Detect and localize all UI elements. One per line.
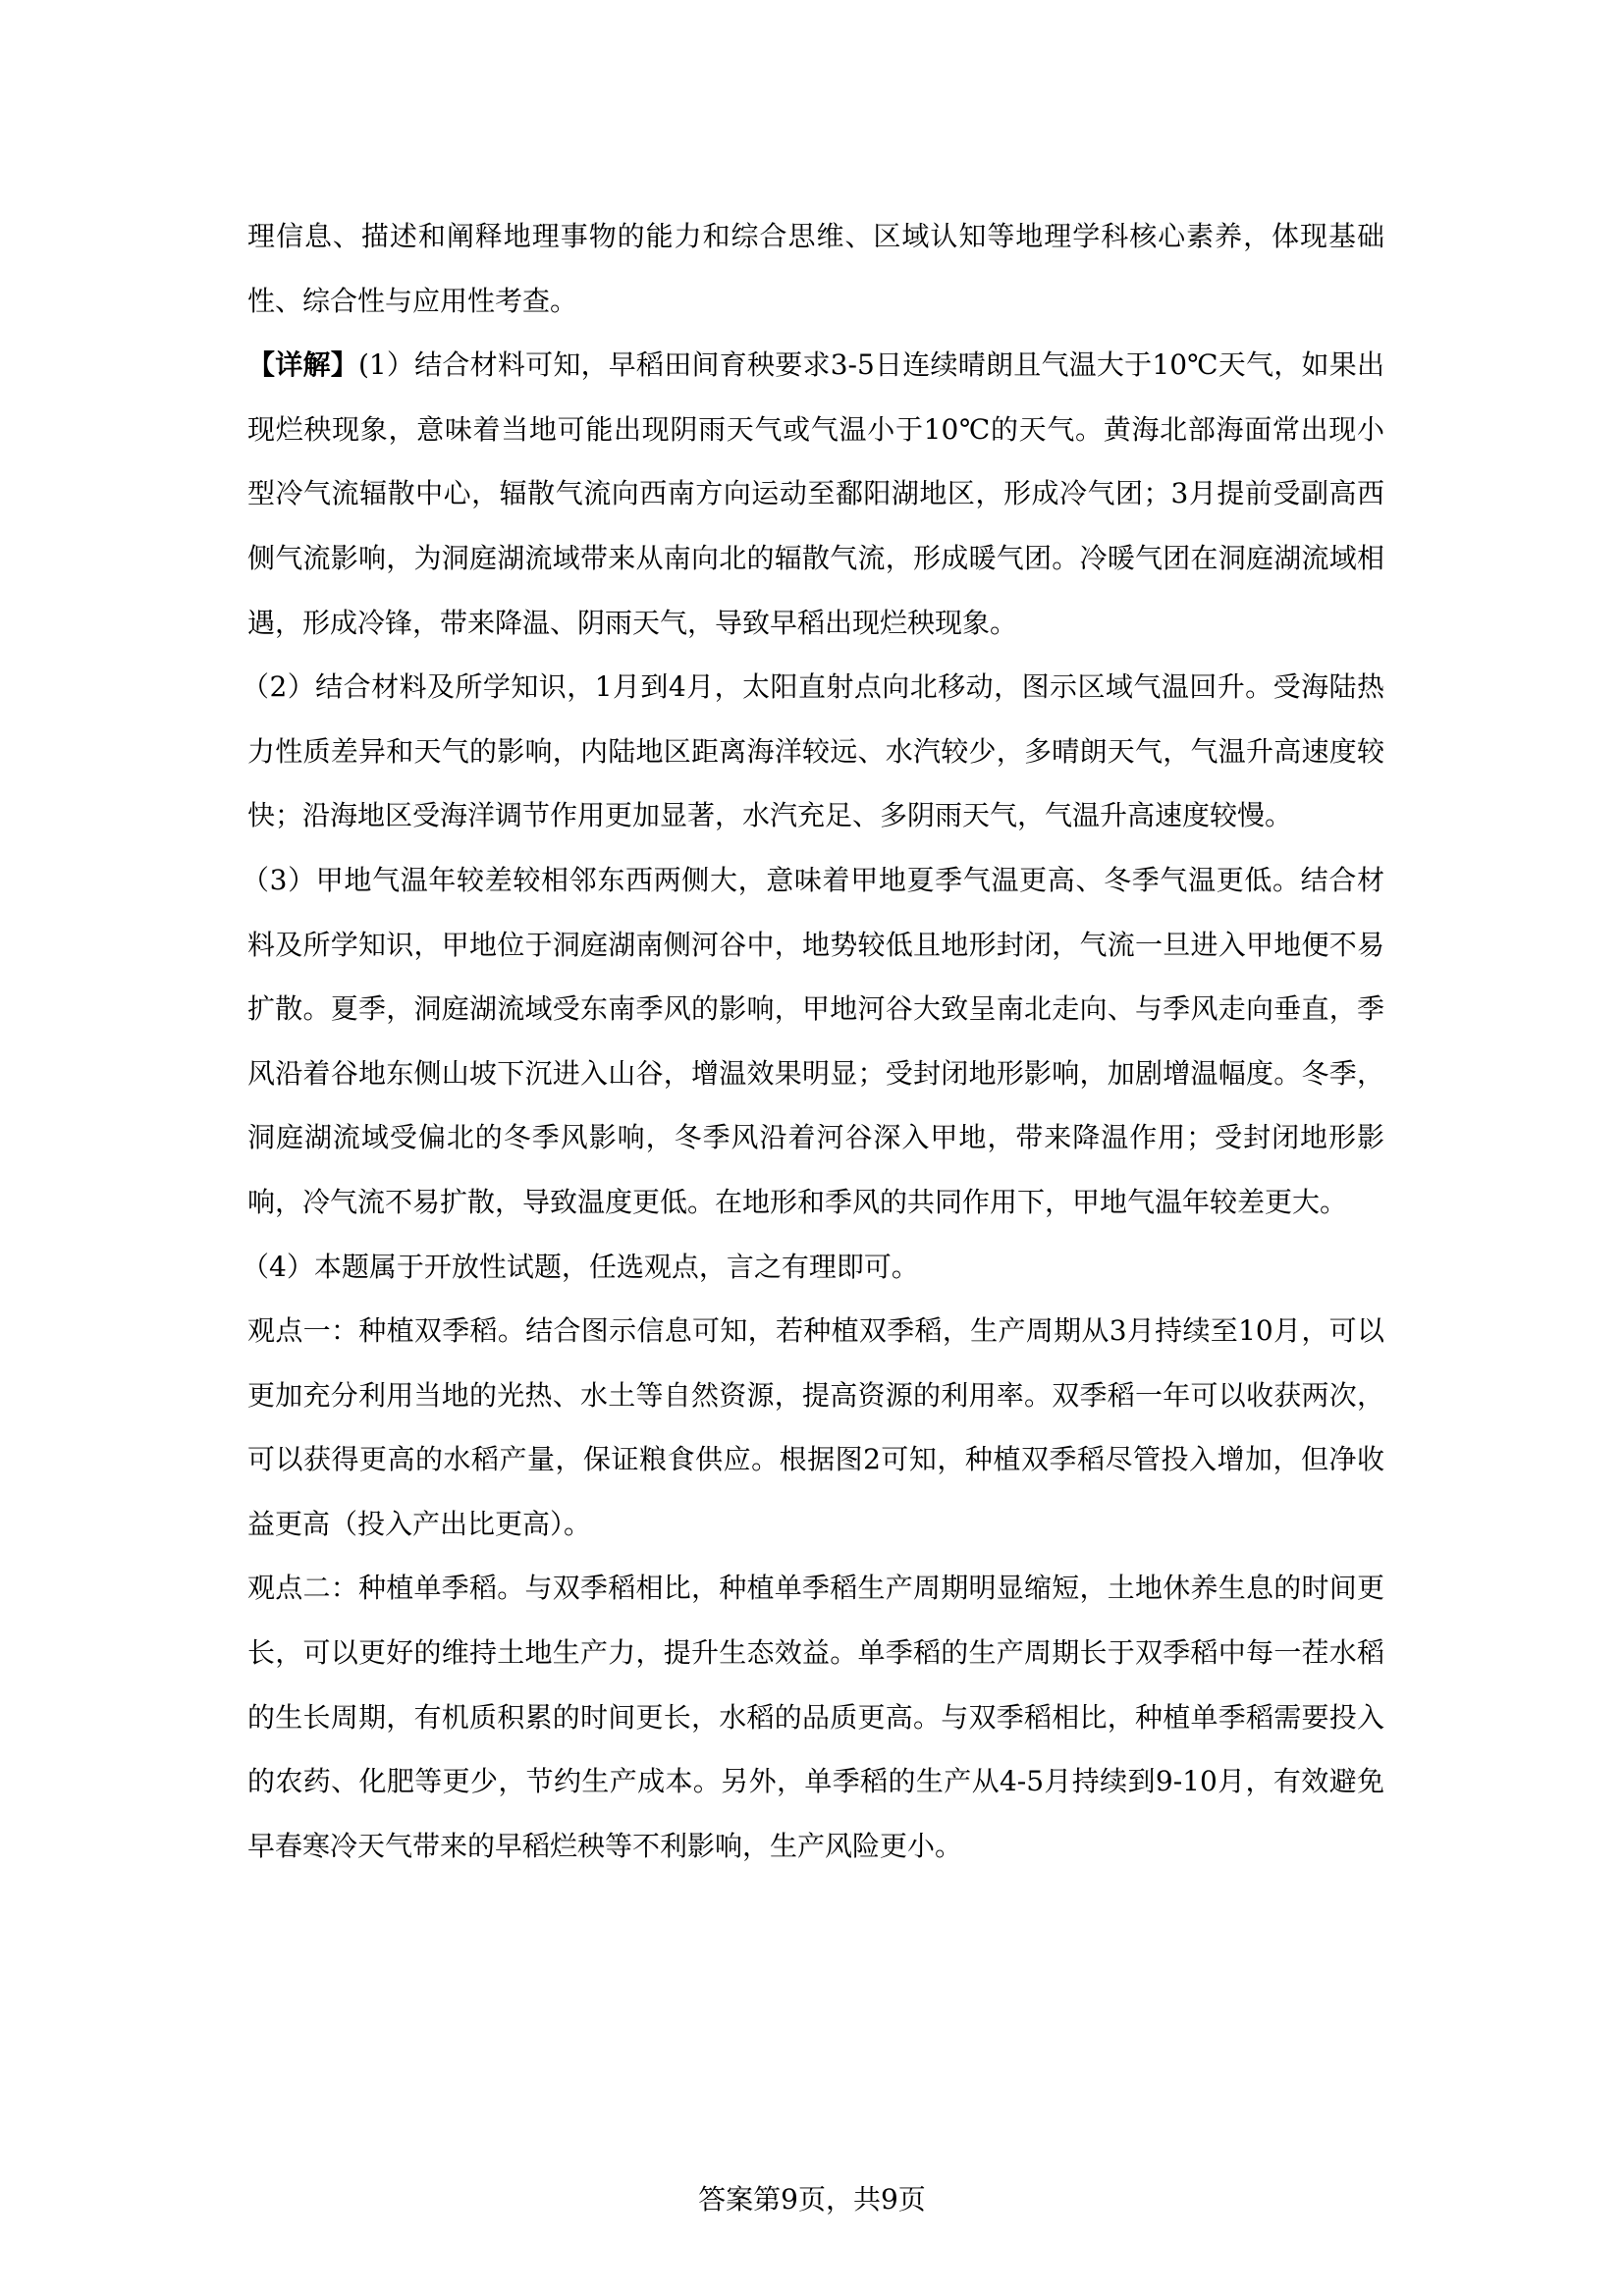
paragraph-answer-3 xyxy=(242,848,1384,1235)
paragraph-detail-1 xyxy=(247,333,1384,655)
paragraph-text: （2）结合材料及所学知识，1月到4月，太阳直射点向北移动，图示区域气温回升。受海陆热力性质差异和天气的影响，内陆地区距离海洋较远、水汽较少，多晴朗天气，气温升高速度较快；沿海地区受海洋调节作用更加显著，水汽充足、多阴雨天气，气温升高速度较慢。 xyxy=(242,670,1384,832)
paragraph-text: （3）甲地气温年较差较相邻东西两侧大，意味着甲地夏季气温更高、冬季气温更低。结合材料及所学知识，甲地位于洞庭湖南侧河谷中，地势较低且地形封闭，气流一旦进入甲地便不易扩散。夏季，洞庭湖流域受东南季风的影响，甲地河谷大致呈南北走向、与季风走向垂直，季风沿着谷地东侧山坡下沉进入山谷，增温效果明显；受封闭地形影响，加剧增温幅度。冬季，洞庭湖流域受偏北的冬季风影响，冬季风沿着河谷深入甲地，带来降温作用；受封闭地形影响，冷气流不易扩散，导致温度更低。在地形和季风的共同作用下，甲地气温年较差更大。 xyxy=(242,863,1384,1218)
paragraph-text: (1）结合材料可知，早稻田间育秧要求3-5日连续晴朗且气温大于10℃天气，如果出现烂秧现象，意味着当地可能出现阴雨天气或气温小于10℃的天气。黄海北部海面常出现小型冷气流辐散中心，辐散气流向西南方向运动至鄱阳湖地区，形成冷气团；3月提前受副高西侧气流影响，为洞庭湖流域带来从南向北的辐散气流，形成暖气团。冷暖气团在洞庭湖流域相遇，形成冷锋，带来降温、阴雨天气，导致早稻出现烂秧现象。 xyxy=(247,348,1384,639)
detail-tag: 【详解】 xyxy=(247,348,358,382)
paragraph-text: 理信息、描述和阐释地理事物的能力和综合思维、区域认知等地理学科核心素养，体现基础性、综合性与应用性考查。 xyxy=(247,220,1384,317)
paragraph-answer-4 xyxy=(242,1235,1384,1300)
paragraph-intro-continuation xyxy=(247,204,1384,333)
answer-body xyxy=(242,204,1384,1878)
paragraph-text: 观点二：种植单季稻。与双季稻相比，种植单季稻生产周期明显缩短，土地休养生息的时间更长，可以更好的维持土地生产力，提升生态效益。单季稻的生产周期长于双季稻中每一茬水稻的生长周期，有机质积累的时间更长，水稻的品质更高。与双季稻相比，种植单季稻需要投入的农药、化肥等更少，节约生产成本。另外，单季稻的生产从4-5月持续到9-10月，有效避免早春寒冷天气带来的早稻烂秧等不利影响，生产风险更小。 xyxy=(247,1572,1384,1862)
paragraph-viewpoint-2 xyxy=(247,1556,1384,1878)
paragraph-answer-2 xyxy=(242,655,1384,848)
paragraph-text: 观点一：种植双季稻。结合图示信息可知，若种植双季稻，生产周期从3月持续至10月，可以更加充分利用当地的光热、水土等自然资源，提高资源的利用率。双季稻一年可以收获两次，可以获得更高的水稻产量，保证粮食供应。根据图2可知，种植双季稻尽管投入增加，但净收益更高（投入产出比更高）。 xyxy=(247,1314,1384,1540)
paragraph-viewpoint-1 xyxy=(247,1299,1384,1556)
page-number-label: 答案第9页，共9页 xyxy=(698,2183,926,2216)
paragraph-text: （4）本题属于开放性试题，任选观点，言之有理即可。 xyxy=(242,1250,919,1283)
page-footer xyxy=(0,2182,1624,2217)
